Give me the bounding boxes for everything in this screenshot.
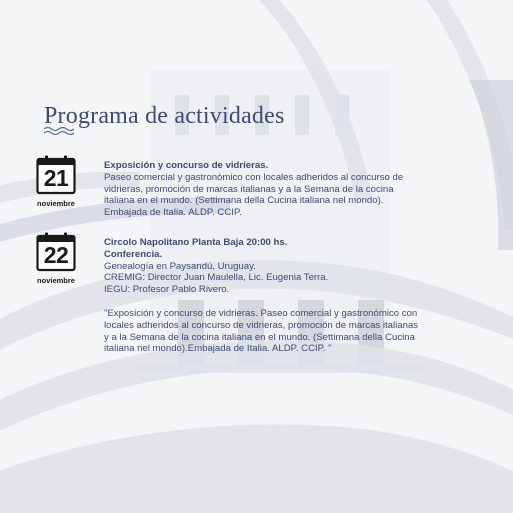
calendar-icon — [36, 155, 76, 195]
event-line: CREMIG: Director Juan Maulella, Lic. Eugenia Terra. — [104, 272, 329, 284]
event-heading: Circolo Napolitano Planta Baja 20:00 hs. — [104, 237, 288, 248]
event-line: italiana en el mundo. (Settimana della Cucina italiana nel mondo). — [104, 195, 384, 207]
event-2 — [104, 237, 464, 355]
page-title: Programa de actividades — [44, 103, 285, 129]
quote-line: locales adheridos al concurso de vidrieras, promoción de marcas italianas — [104, 319, 419, 331]
event-line: Paseo comercial y gastronómico con locales adheridos al concurso de — [104, 171, 404, 183]
event-line: vidrieras, promoción de marcas italianas y a la Semana de la cocina — [104, 183, 394, 195]
calendar-month: noviembre — [37, 199, 75, 208]
quote-line: "Exposición y concurso de vidrieras. Paseo comercial y gastronómico con — [104, 307, 418, 319]
calendar-day: 21 — [43, 165, 69, 191]
event-quote — [104, 308, 464, 355]
event-line: Genealogía en Paysandú, Uruguay. — [104, 260, 256, 272]
event-line: Embajada de Italia. ALDP. CCIP. — [104, 207, 242, 219]
calendar-day: 22 — [43, 242, 69, 268]
waves-icon — [44, 126, 74, 136]
event-heading: Conferencia. — [104, 248, 163, 260]
event-1 — [104, 160, 464, 219]
quote-line: y a la Semana de la cocina italiana en el mundo. (Settimana della Cucina — [104, 331, 415, 343]
calendar-icon — [36, 232, 76, 272]
quote-line: italiana nel mondo).Embajada de Italia. ALDP. CCIP. " — [104, 343, 332, 355]
event-heading: Exposición y concurso de vidrieras. — [104, 160, 269, 171]
calendar-month: noviembre — [37, 276, 75, 285]
event-line: IEGU: Profesor Pablo Rivero. — [104, 284, 230, 296]
